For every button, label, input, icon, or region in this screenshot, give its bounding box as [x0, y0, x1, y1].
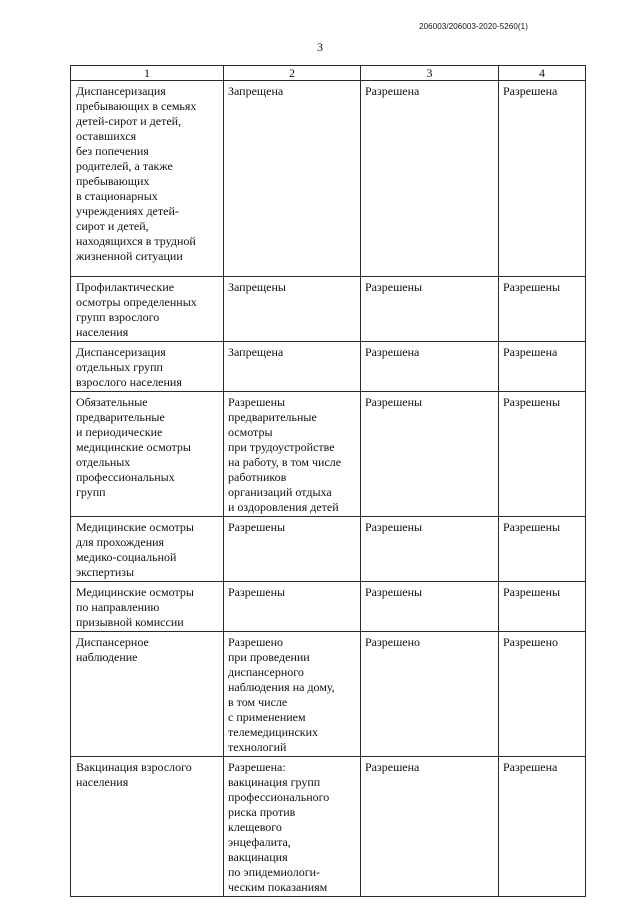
document-id: 206003/206003-2020-5260(1) — [419, 22, 528, 31]
table-row — [71, 277, 586, 342]
table-row — [71, 632, 586, 757]
page-number: 3 — [317, 40, 323, 54]
column-header-3: 3 — [361, 66, 499, 81]
activity-cell: Вакцинация взрослого населения — [71, 757, 224, 897]
activity-cell: Профилактические осмотры определенных групп взрослого населения — [71, 277, 224, 342]
status-cell-col4: Разрешены — [499, 517, 586, 582]
activity-cell: Медицинские осмотры по направлению призывной комиссии — [71, 582, 224, 632]
activity-cell: Диспансеризация пребывающих в семьях детей-сирот и детей, оставшихся без попечения родителей, а также пребывающих в стационарных учреждениях детей- сирот и детей, находящихся в трудной жизненной ситуации — [71, 81, 224, 277]
column-header-1: 1 — [71, 66, 224, 81]
activity-cell: Диспансеризация отдельных групп взрослого населения — [71, 342, 224, 392]
table-row — [71, 582, 586, 632]
activity-cell: Диспансерное наблюдение — [71, 632, 224, 757]
status-cell-col3: Разрешена — [361, 342, 499, 392]
status-cell-col2: Запрещена — [224, 342, 361, 392]
status-cell-col3: Разрешены — [361, 582, 499, 632]
regulations-table — [70, 65, 586, 897]
activity-cell: Обязательные предварительные и периодические медицинские осмотры отдельных профессиональных групп — [71, 392, 224, 517]
status-cell-col4: Разрешено — [499, 632, 586, 757]
status-cell-col4: Разрешены — [499, 392, 586, 517]
table-row — [71, 517, 586, 582]
status-cell-col3: Разрешены — [361, 517, 499, 582]
table-row — [71, 757, 586, 897]
status-cell-col3: Разрешены — [361, 277, 499, 342]
status-cell-col2: Разрешены предварительные осмотры при трудоустройстве на работу, в том числе работников организаций отдыха и оздоровления детей — [224, 392, 361, 517]
status-cell-col4: Разрешена — [499, 81, 586, 277]
table-row — [71, 81, 586, 277]
table-row — [71, 342, 586, 392]
status-cell-col2: Разрешены — [224, 582, 361, 632]
column-header-4: 4 — [499, 66, 586, 81]
status-cell-col4: Разрешена — [499, 757, 586, 897]
status-cell-col4: Разрешены — [499, 277, 586, 342]
activity-cell: Медицинские осмотры для прохождения медико-социальной экспертизы — [71, 517, 224, 582]
status-cell-col4: Разрешены — [499, 582, 586, 632]
status-cell-col3: Разрешено — [361, 632, 499, 757]
status-cell-col2: Запрещена — [224, 81, 361, 277]
status-cell-col3: Разрешены — [361, 392, 499, 517]
status-cell-col2: Разрешены — [224, 517, 361, 582]
table-row — [71, 392, 586, 517]
status-cell-col3: Разрешена — [361, 81, 499, 277]
status-cell-col2: Запрещены — [224, 277, 361, 342]
status-cell-col3: Разрешена — [361, 757, 499, 897]
table-header-row — [71, 66, 586, 81]
status-cell-col2: Разрешено при проведении диспансерного наблюдения на дому, в том числе с применением телемедицинских технологий — [224, 632, 361, 757]
status-cell-col2: Разрешена: вакцинация групп профессионального риска против клещевого энцефалита, вакцинация по эпидемиологи- ческим показаниям — [224, 757, 361, 897]
column-header-2: 2 — [224, 66, 361, 81]
status-cell-col4: Разрешена — [499, 342, 586, 392]
